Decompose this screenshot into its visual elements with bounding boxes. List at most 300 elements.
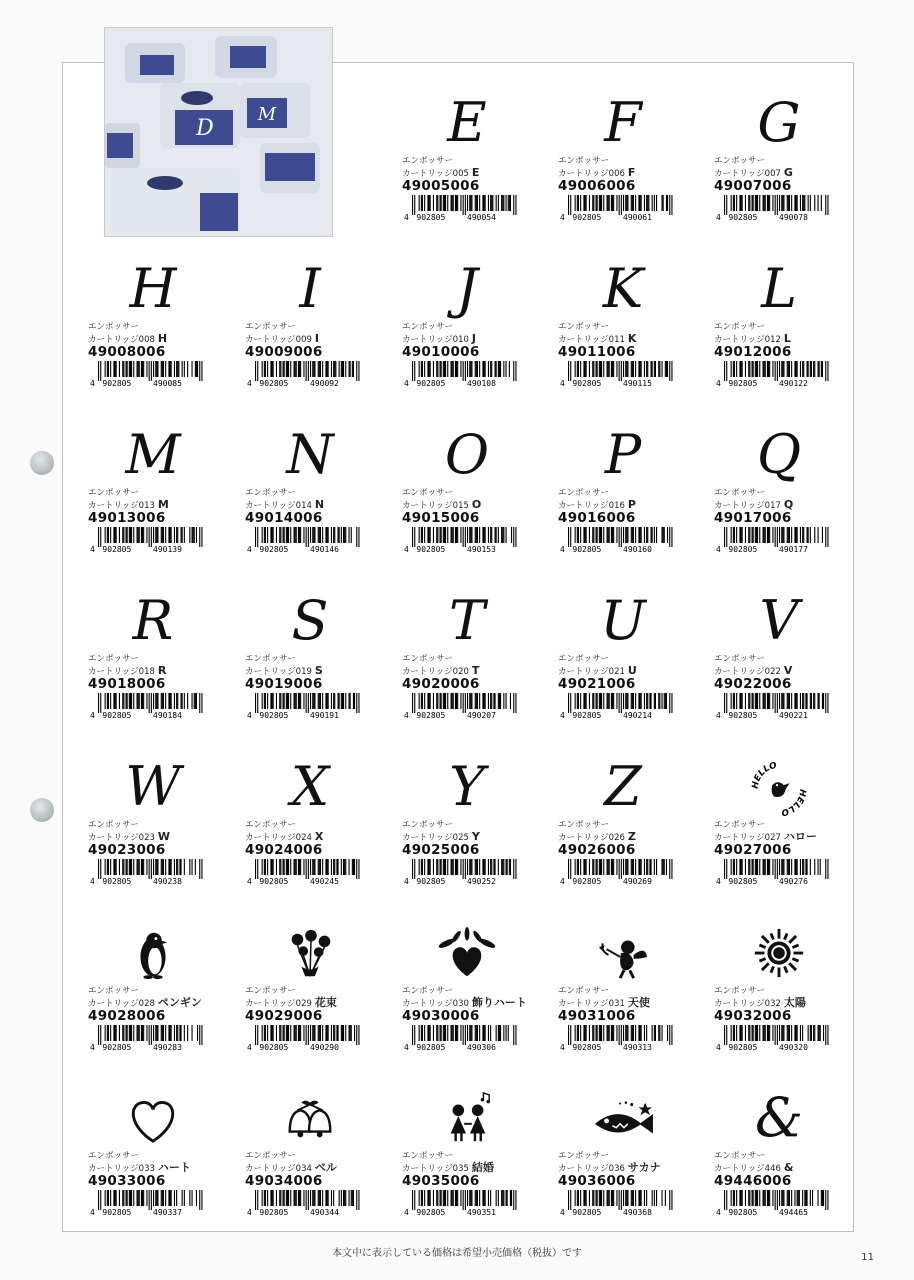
- svg-text:4: 4: [247, 711, 252, 720]
- product-code: 49017006: [714, 510, 792, 526]
- svg-text:4: 4: [716, 545, 721, 554]
- svg-text:902805: 902805: [728, 1208, 758, 1217]
- bells-icon: [245, 1087, 375, 1149]
- jan-barcode: [714, 195, 834, 221]
- barcode-graphic: [88, 693, 208, 721]
- product-code: 49024006: [245, 842, 323, 858]
- cartridge-number: 027: [764, 833, 781, 843]
- cartridge-text: カートリッジ: [88, 833, 139, 843]
- svg-text:902805: 902805: [259, 711, 289, 720]
- product-name: F: [627, 166, 636, 179]
- svg-text:490337: 490337: [153, 1208, 182, 1217]
- product-card: [88, 756, 218, 906]
- product-card: [714, 756, 844, 906]
- cartridge-text: カートリッジ: [245, 667, 296, 677]
- label-line1: エンボッサー: [245, 986, 297, 996]
- jan-barcode: [88, 527, 208, 553]
- product-label: [714, 156, 793, 180]
- barcode-graphic: [88, 1190, 208, 1218]
- cartridge-number: 018: [138, 667, 155, 677]
- label-line1: エンボッサー: [402, 654, 454, 664]
- product-card: [558, 424, 688, 574]
- svg-text:902805: 902805: [259, 877, 289, 886]
- label-line1: エンボッサー: [245, 654, 297, 664]
- svg-text:4: 4: [247, 545, 252, 554]
- embossed-letter: U: [600, 589, 646, 652]
- cartridge-number: 020: [452, 667, 469, 677]
- cartridge-text: カートリッジ: [245, 1164, 296, 1174]
- product-card: [558, 258, 688, 408]
- jan-barcode: [402, 361, 522, 387]
- product-card: [88, 922, 218, 1072]
- product-label: [245, 322, 319, 346]
- embossed-letter: &: [754, 1086, 804, 1149]
- svg-text:4: 4: [247, 1043, 252, 1052]
- svg-text:M: M: [257, 104, 277, 125]
- cartridge-number: 014: [295, 501, 312, 511]
- svg-text:902805: 902805: [728, 213, 758, 222]
- svg-text:490153: 490153: [467, 545, 496, 554]
- barcode-graphic: [88, 1025, 208, 1053]
- svg-text:4: 4: [560, 877, 565, 886]
- cartridge-number: 015: [452, 501, 469, 511]
- product-code: 49008006: [88, 344, 166, 360]
- jan-barcode: [402, 693, 522, 719]
- cartridge-text: カートリッジ: [245, 833, 296, 843]
- cartridge-text: カートリッジ: [558, 335, 609, 345]
- penguin-icon: [88, 922, 218, 984]
- svg-text:4: 4: [90, 379, 95, 388]
- barcode-graphic: [558, 361, 678, 389]
- label-line1: エンボッサー: [558, 820, 610, 830]
- embossed-letter: Y: [449, 755, 485, 818]
- jan-barcode: [558, 361, 678, 387]
- product-code: 49034006: [245, 1173, 323, 1189]
- sun-icon-graphic: [744, 926, 814, 982]
- product-code: 49011006: [558, 344, 636, 360]
- product-label: [245, 1151, 337, 1175]
- svg-text:902805: 902805: [102, 379, 132, 388]
- decorated-heart-icon-graphic: [432, 926, 502, 982]
- embossed-letter: V: [759, 589, 799, 652]
- jan-barcode: [558, 859, 678, 885]
- svg-text:4: 4: [404, 213, 409, 222]
- product-card: [558, 590, 688, 740]
- product-name: J: [471, 332, 476, 345]
- cartridge-number: 008: [138, 335, 155, 345]
- product-code: 49019006: [245, 676, 323, 692]
- jan-barcode: [558, 1190, 678, 1216]
- product-name: &: [783, 1161, 794, 1174]
- heart-icon: [88, 1087, 218, 1149]
- svg-text:490351: 490351: [467, 1208, 496, 1217]
- product-code: 49033006: [88, 1173, 166, 1189]
- barcode-graphic: [245, 693, 365, 721]
- label-line1: エンボッサー: [402, 488, 454, 498]
- cartridge-text: カートリッジ: [558, 667, 609, 677]
- embossed-letter: M: [125, 423, 181, 486]
- product-label: [88, 322, 167, 346]
- embossed-letter: Q: [756, 423, 802, 486]
- label-line1: エンボッサー: [714, 1151, 766, 1161]
- product-label: [88, 820, 170, 844]
- svg-text:902805: 902805: [728, 877, 758, 886]
- product-label: [558, 488, 636, 512]
- barcode-graphic: [558, 859, 678, 887]
- product-label: [714, 322, 791, 346]
- cartridge-text: カートリッジ: [714, 1164, 765, 1174]
- product-card: [88, 1087, 218, 1237]
- svg-text:4: 4: [716, 379, 721, 388]
- embossed-letter: I: [299, 257, 321, 320]
- label-line1: エンボッサー: [402, 986, 454, 996]
- jan-barcode: [402, 1025, 522, 1051]
- cartridge-text: カートリッジ: [88, 1164, 139, 1174]
- cartridge-text: カートリッジ: [558, 501, 609, 511]
- jan-barcode: [714, 1190, 834, 1216]
- cartridge-text: カートリッジ: [88, 501, 139, 511]
- label-line1: エンボッサー: [402, 1151, 454, 1161]
- cartridge-number: 005: [452, 169, 469, 179]
- product-label: [88, 1151, 191, 1175]
- product-label: [558, 820, 636, 844]
- cartridge-text: カートリッジ: [714, 999, 765, 1009]
- cartridge-text: カートリッジ: [245, 335, 296, 345]
- svg-text:490283: 490283: [153, 1043, 182, 1052]
- cupid-icon: [558, 922, 688, 984]
- binder-hole: [30, 798, 54, 822]
- svg-text:490320: 490320: [779, 1043, 808, 1052]
- product-label: [402, 322, 476, 346]
- product-card: [245, 258, 375, 408]
- jan-barcode: [88, 1025, 208, 1051]
- svg-text:902805: 902805: [728, 1043, 758, 1052]
- cartridge-text: カートリッジ: [402, 999, 453, 1009]
- barcode-graphic: [714, 859, 834, 887]
- svg-text:902805: 902805: [259, 545, 289, 554]
- jan-barcode: [402, 527, 522, 553]
- product-code: 49032006: [714, 1008, 792, 1024]
- product-code: 49026006: [558, 842, 636, 858]
- jan-barcode: [245, 1190, 365, 1216]
- product-name: W: [157, 830, 171, 843]
- product-code: 49005006: [402, 178, 480, 194]
- product-name: L: [783, 332, 791, 345]
- barcode-graphic: [402, 527, 522, 555]
- product-name: ベル: [314, 1161, 337, 1174]
- svg-text:490061: 490061: [623, 213, 652, 222]
- product-label: [245, 488, 324, 512]
- product-name: 花束: [314, 996, 337, 1009]
- cartridge-text: カートリッジ: [88, 999, 139, 1009]
- barcode-graphic: [558, 1190, 678, 1218]
- label-line1: エンボッサー: [245, 488, 297, 498]
- svg-text:HELLO: HELLO: [750, 760, 778, 790]
- cartridge-number: 025: [452, 833, 469, 843]
- product-name: E: [471, 166, 480, 179]
- svg-text:490252: 490252: [467, 877, 496, 886]
- label-line1: エンボッサー: [245, 322, 297, 332]
- barcode-graphic: [558, 693, 678, 721]
- svg-text:490160: 490160: [623, 545, 652, 554]
- embossed-letter: N: [286, 423, 334, 486]
- svg-text:902805: 902805: [259, 1043, 289, 1052]
- cartridge-text: カートリッジ: [714, 833, 765, 843]
- jan-barcode: [402, 195, 522, 221]
- product-name: 結婚: [471, 1161, 494, 1174]
- label-line1: エンボッサー: [714, 156, 766, 166]
- product-name: P: [627, 498, 636, 511]
- product-card: [558, 922, 688, 1072]
- product-label: [88, 654, 166, 678]
- barcode-graphic: [88, 361, 208, 389]
- svg-text:902805: 902805: [102, 877, 132, 886]
- product-name: Y: [471, 830, 480, 843]
- svg-text:902805: 902805: [572, 213, 602, 222]
- svg-text:902805: 902805: [259, 1208, 289, 1217]
- cartridge-number: 034: [295, 1164, 312, 1174]
- heart-icon-graphic: [118, 1091, 188, 1147]
- product-name: サカナ: [627, 1161, 661, 1174]
- barcode-graphic: [714, 527, 834, 555]
- svg-text:902805: 902805: [416, 1208, 446, 1217]
- product-name: M: [157, 498, 169, 511]
- bells-icon-graphic: [275, 1091, 345, 1147]
- product-card: [245, 922, 375, 1072]
- cartridge-number: 028: [138, 999, 155, 1009]
- label-line1: エンボッサー: [714, 820, 766, 830]
- product-code: 49031006: [558, 1008, 636, 1024]
- product-code: 49028006: [88, 1008, 166, 1024]
- label-line1: エンボッサー: [558, 654, 610, 664]
- svg-text:4: 4: [716, 877, 721, 886]
- svg-text:494465: 494465: [779, 1208, 808, 1217]
- svg-text:490054: 490054: [467, 213, 496, 222]
- product-label: [402, 654, 479, 678]
- product-name: I: [314, 332, 319, 345]
- page-number: 11: [861, 1252, 874, 1263]
- cartridge-number: 035: [452, 1164, 469, 1174]
- svg-text:902805: 902805: [416, 213, 446, 222]
- cupid-icon-graphic: [588, 926, 658, 982]
- product-label: [714, 1151, 794, 1175]
- product-label: [402, 156, 479, 180]
- barcode-graphic: [714, 361, 834, 389]
- product-label: [402, 820, 480, 844]
- cartridge-text: カートリッジ: [714, 667, 765, 677]
- jan-barcode: [558, 693, 678, 719]
- svg-text:490344: 490344: [310, 1208, 339, 1217]
- cartridge-text: カートリッジ: [558, 999, 609, 1009]
- cartridge-number: 011: [608, 335, 625, 345]
- product-card: [88, 258, 218, 408]
- product-code: 49009006: [245, 344, 323, 360]
- product-code: 49010006: [402, 344, 480, 360]
- product-code: 49023006: [88, 842, 166, 858]
- barcode-graphic: [402, 361, 522, 389]
- cartridge-number: 026: [608, 833, 625, 843]
- embossed-letter: G: [757, 91, 801, 154]
- cartridge-text: カートリッジ: [714, 335, 765, 345]
- product-name: Z: [627, 830, 636, 843]
- cartridge-number: 029: [295, 999, 312, 1009]
- svg-text:4: 4: [90, 877, 95, 886]
- svg-text:490184: 490184: [153, 711, 182, 720]
- product-label: [245, 820, 323, 844]
- product-label: [558, 986, 650, 1010]
- svg-text:490122: 490122: [779, 379, 808, 388]
- product-label: [88, 986, 202, 1010]
- product-name: 天使: [627, 996, 650, 1009]
- label-line1: エンボッサー: [88, 1151, 140, 1161]
- product-name: H: [157, 332, 168, 345]
- product-card: [558, 92, 688, 242]
- label-line1: エンボッサー: [558, 156, 610, 166]
- product-name: N: [314, 498, 325, 511]
- product-name: K: [627, 332, 637, 345]
- fish-icon-graphic: [588, 1091, 658, 1147]
- product-card: [402, 92, 532, 242]
- label-line1: エンボッサー: [714, 986, 766, 996]
- product-label: [402, 1151, 494, 1175]
- product-label: [714, 986, 806, 1010]
- jan-barcode: [245, 1025, 365, 1051]
- jan-barcode: [714, 361, 834, 387]
- cartridge-text: カートリッジ: [558, 169, 609, 179]
- product-card: [714, 424, 844, 574]
- svg-text:490146: 490146: [310, 545, 339, 554]
- product-name: T: [471, 664, 480, 677]
- cartridge-number: 021: [608, 667, 625, 677]
- barcode-graphic: [402, 693, 522, 721]
- cartridge-number: 010: [452, 335, 469, 345]
- cartridge-text: カートリッジ: [245, 999, 296, 1009]
- label-line1: エンボッサー: [714, 654, 766, 664]
- product-label: [245, 986, 337, 1010]
- svg-text:4: 4: [716, 213, 721, 222]
- embossed-letter: W: [125, 755, 181, 818]
- embossed-letter: K: [602, 257, 644, 320]
- svg-text:902805: 902805: [572, 1043, 602, 1052]
- barcode-graphic: [558, 1025, 678, 1053]
- barcode-graphic: [402, 1025, 522, 1053]
- product-name: U: [627, 664, 637, 677]
- product-name: Q: [783, 498, 794, 511]
- barcode-graphic: [714, 1190, 834, 1218]
- svg-text:490115: 490115: [623, 379, 652, 388]
- jan-barcode: [245, 693, 365, 719]
- barcode-graphic: [245, 859, 365, 887]
- product-code: 49012006: [714, 344, 792, 360]
- product-code: 49021006: [558, 676, 636, 692]
- product-code: 49446006: [714, 1173, 792, 1189]
- product-name: 太陽: [783, 996, 806, 1009]
- svg-text:902805: 902805: [572, 1208, 602, 1217]
- cartridge-number: 030: [452, 999, 469, 1009]
- product-label: [402, 488, 481, 512]
- product-code: 49030006: [402, 1008, 480, 1024]
- product-card: [714, 1087, 844, 1237]
- svg-text:902805: 902805: [102, 1208, 132, 1217]
- svg-text:902805: 902805: [572, 711, 602, 720]
- barcode-graphic: [714, 195, 834, 223]
- embossed-letter: O: [444, 423, 490, 486]
- svg-text:902805: 902805: [416, 711, 446, 720]
- barcode-graphic: [402, 1190, 522, 1218]
- product-label: [245, 654, 323, 678]
- svg-text:902805: 902805: [259, 379, 289, 388]
- svg-text:902805: 902805: [416, 1043, 446, 1052]
- svg-text:4: 4: [560, 1043, 565, 1052]
- svg-text:490085: 490085: [153, 379, 182, 388]
- cartridge-number: 016: [608, 501, 625, 511]
- svg-text:4: 4: [404, 1208, 409, 1217]
- label-line1: エンボッサー: [558, 1151, 610, 1161]
- hello-bird-icon-graphic: [744, 760, 814, 816]
- decorated-heart-icon: [402, 922, 532, 984]
- cartridge-number: 019: [295, 667, 312, 677]
- svg-text:4: 4: [716, 1043, 721, 1052]
- cartridge-number: 006: [608, 169, 625, 179]
- label-line1: エンボッサー: [88, 820, 140, 830]
- svg-text:4: 4: [247, 1208, 252, 1217]
- svg-text:490221: 490221: [779, 711, 808, 720]
- svg-text:490306: 490306: [467, 1043, 496, 1052]
- fish-icon: [558, 1087, 688, 1149]
- cartridge-number: 017: [764, 501, 781, 511]
- cartridge-number: 012: [764, 335, 781, 345]
- cartridge-text: カートリッジ: [714, 501, 765, 511]
- couple-icon-graphic: [432, 1091, 502, 1147]
- svg-text:4: 4: [90, 545, 95, 554]
- embossed-letter: X: [290, 755, 330, 818]
- embossed-letter: Z: [604, 755, 642, 818]
- product-label: [558, 156, 635, 180]
- svg-text:490238: 490238: [153, 877, 182, 886]
- label-line1: エンボッサー: [402, 156, 454, 166]
- svg-text:490092: 490092: [310, 379, 339, 388]
- cartridge-number: 446: [764, 1164, 781, 1174]
- barcode-graphic: [558, 195, 678, 223]
- svg-text:4: 4: [716, 1208, 721, 1217]
- product-card: [88, 590, 218, 740]
- svg-text:4: 4: [560, 545, 565, 554]
- svg-text:4: 4: [404, 379, 409, 388]
- bouquet-icon: [245, 922, 375, 984]
- svg-text:490191: 490191: [310, 711, 339, 720]
- svg-text:4: 4: [404, 877, 409, 886]
- label-line1: エンボッサー: [88, 488, 140, 498]
- svg-text:4: 4: [716, 711, 721, 720]
- jan-barcode: [245, 527, 365, 553]
- cartridge-number: 033: [138, 1164, 155, 1174]
- product-label: [88, 488, 169, 512]
- embossed-letter: S: [291, 589, 329, 652]
- svg-text:4: 4: [560, 379, 565, 388]
- cartridge-text: カートリッジ: [402, 335, 453, 345]
- price-note: 本文中に表示している価格は希望小売価格（税抜）です: [332, 1248, 582, 1259]
- svg-text:490245: 490245: [310, 877, 339, 886]
- product-name: ハロー: [783, 830, 817, 843]
- cartridge-number: 007: [764, 169, 781, 179]
- embossed-letter: T: [448, 589, 486, 652]
- jan-barcode: [558, 195, 678, 221]
- cartridge-number: 024: [295, 833, 312, 843]
- label-line1: エンボッサー: [714, 322, 766, 332]
- barcode-graphic: [245, 1190, 365, 1218]
- hello-bird-icon: [714, 756, 844, 818]
- product-name: G: [783, 166, 793, 179]
